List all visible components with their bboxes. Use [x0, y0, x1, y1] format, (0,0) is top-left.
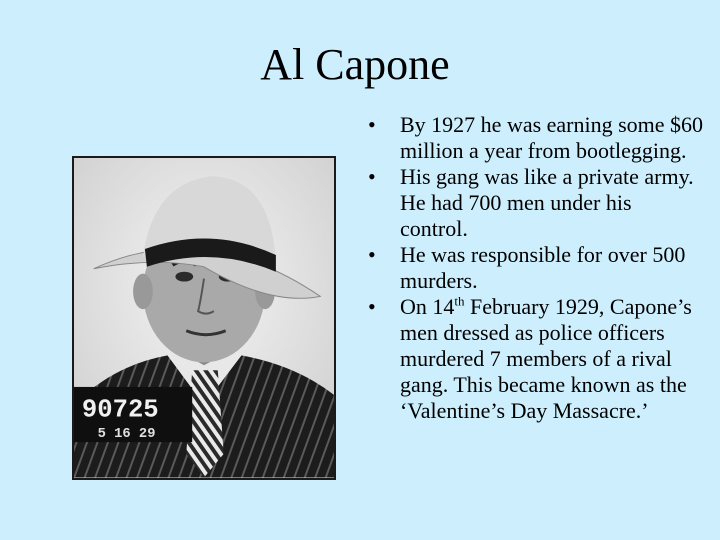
bullet-text-pre: On 14: [400, 294, 455, 319]
slide-title: [0, 40, 720, 90]
bullet-text: His gang was like a private army. He had 700 men under his control.: [400, 164, 694, 241]
ordinal-suffix: th: [454, 293, 465, 309]
bullet-text-post: February 1929, Capone’s men dressed as police officers murdered 7 members of a rival gang. This became known as the ‘Valentine’s Day Massacre.’: [400, 294, 692, 423]
slide-title-text: Al Capone: [260, 40, 450, 89]
bullet-list: [364, 112, 704, 424]
bullet-marker: •: [368, 112, 376, 137]
bullet-text: He was responsible for over 500 murders.: [400, 242, 686, 293]
bullet-text: By 1927 he was earning some $60 million a year from bootlegging.: [400, 112, 704, 163]
bullet-item: [364, 112, 704, 164]
mugshot-number: 90725: [81, 395, 159, 425]
bullet-marker: •: [368, 294, 376, 319]
mugshot-subline: 5 16 29: [97, 427, 156, 443]
bullet-marker: •: [368, 164, 376, 189]
bullet-item: [364, 164, 704, 242]
mugshot-photo: [72, 156, 336, 480]
mugshot-illustration: [74, 158, 334, 478]
bullet-item: [364, 294, 704, 424]
bullet-item: [364, 242, 704, 294]
bullet-marker: •: [368, 242, 376, 267]
